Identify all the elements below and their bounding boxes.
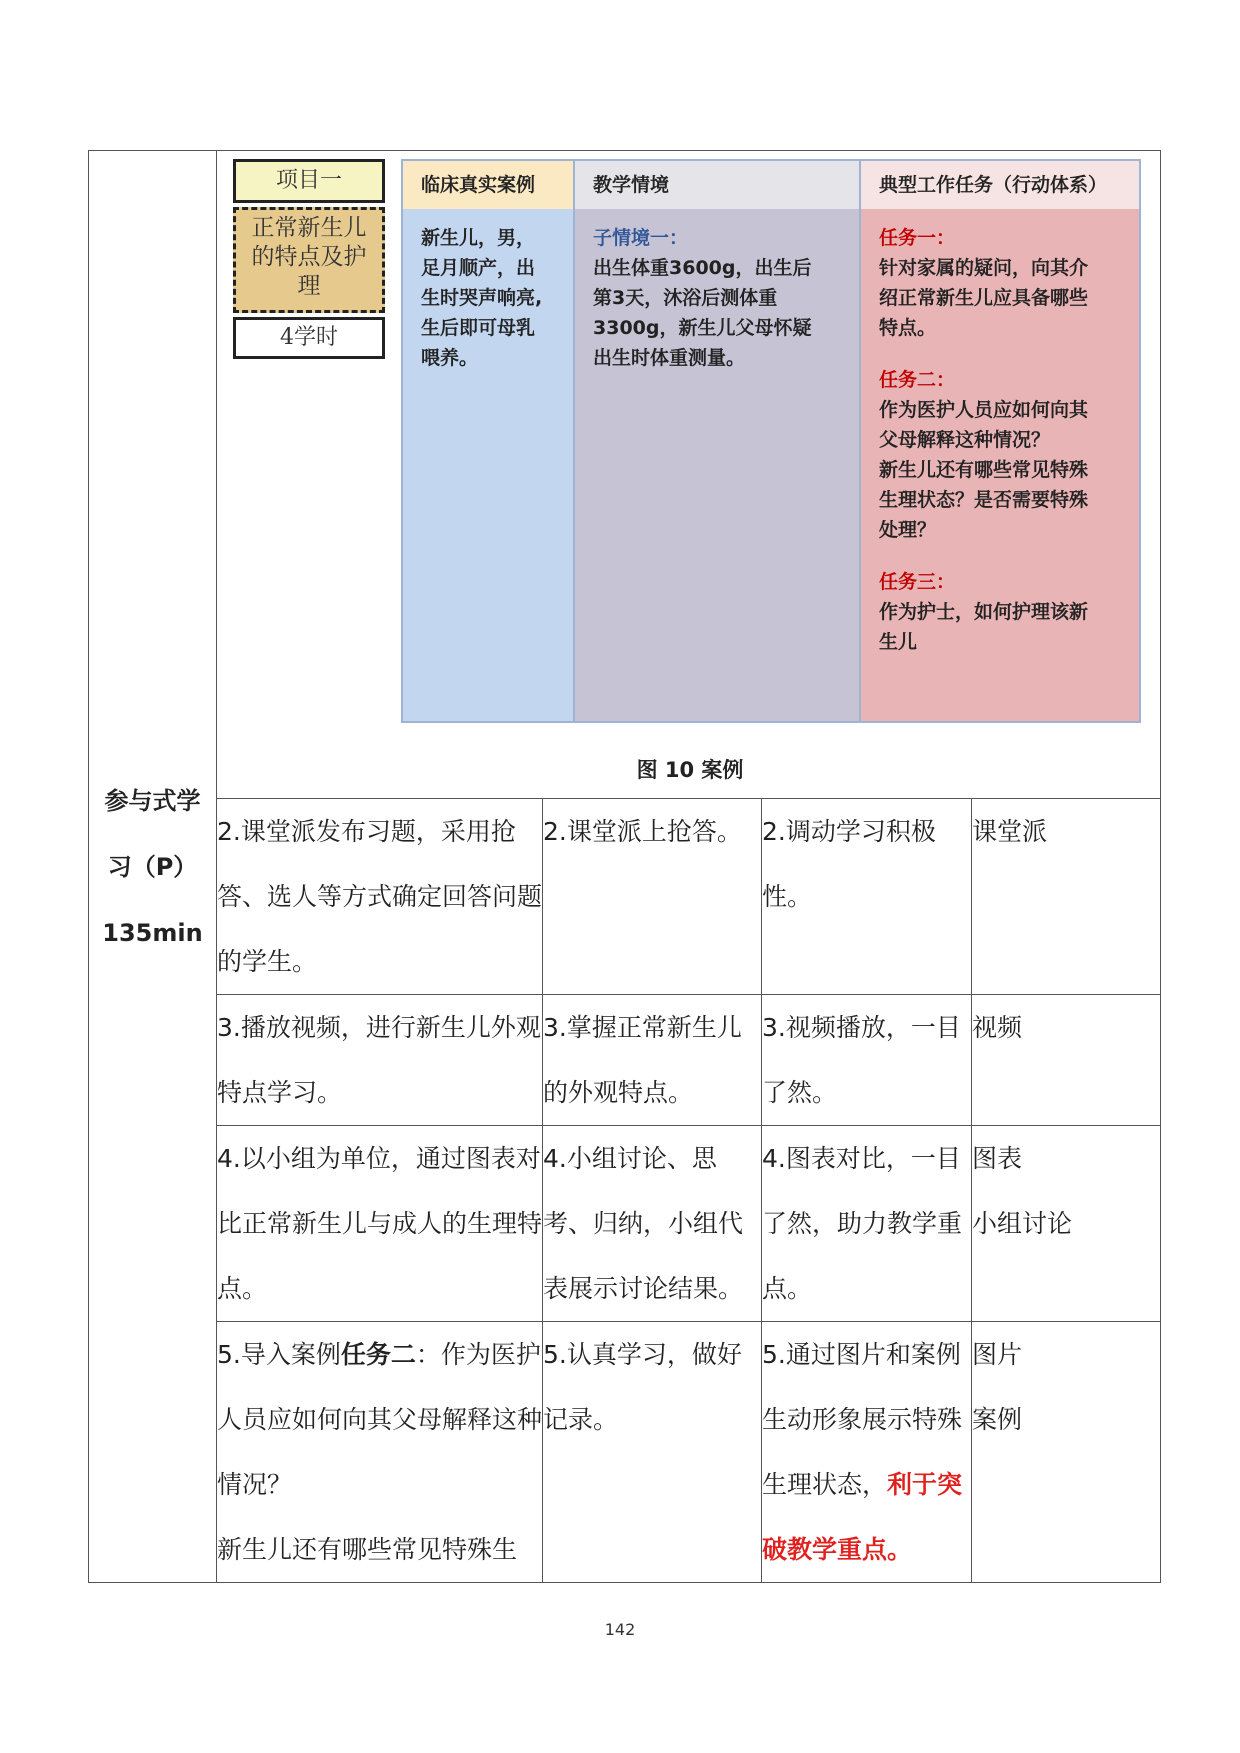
project-name bbox=[233, 207, 385, 313]
task-2 bbox=[879, 365, 1127, 545]
figure-cell bbox=[217, 151, 1161, 799]
scenario-line: 出生体重3600g，出生后 bbox=[593, 257, 812, 279]
task-line: 针对家属的疑问，向其介 bbox=[879, 257, 1089, 279]
teaching-resource bbox=[972, 1126, 1161, 1322]
project-name-line: 的特点及护 bbox=[251, 244, 367, 270]
work-tasks-text bbox=[861, 209, 1139, 657]
design-intent-text: 5.通过图片和案例生动形象展示特殊生理状态， bbox=[762, 1340, 963, 1499]
clinical-case-text bbox=[403, 209, 573, 373]
task-3 bbox=[879, 567, 1127, 657]
section-label bbox=[89, 151, 217, 1583]
teaching-resource: 课堂派 bbox=[972, 799, 1161, 995]
page-number: 142 bbox=[604, 1620, 636, 1639]
sub-scenario-label: 子情境一： bbox=[593, 227, 689, 249]
student-activity: 2.课堂派上抢答。 bbox=[543, 799, 762, 995]
student-activity: 3.掌握正常新生儿的外观特点。 bbox=[543, 995, 762, 1126]
design-intent: 4.图表对比，一目了然，助力教学重点。 bbox=[762, 1126, 972, 1322]
scenario-line: 第3天，沐浴后测体重 bbox=[593, 287, 778, 309]
student-activity: 4.小组讨论、思考、归纳，小组代表展示讨论结果。 bbox=[543, 1126, 762, 1322]
case-line: 喂养。 bbox=[421, 347, 479, 369]
design-intent: 3.视频播放，一目了然。 bbox=[762, 995, 972, 1126]
clinical-case-column bbox=[403, 161, 575, 721]
task-1 bbox=[879, 223, 1127, 343]
task-line: 绍正常新生儿应具备哪些 bbox=[879, 287, 1089, 309]
task-line: 作为护士，如何护理该新 bbox=[879, 601, 1089, 623]
project-hours: 4学时 bbox=[233, 317, 385, 359]
figure-caption: 图 10 案例 bbox=[636, 758, 744, 782]
task-label: 任务一： bbox=[879, 227, 956, 249]
task-line: 作为医护人员应如何向其 bbox=[879, 399, 1089, 421]
project-title: 项目一 bbox=[233, 159, 385, 203]
resource-line: 图片 bbox=[972, 1340, 1023, 1369]
case-line: 新生儿，男， bbox=[421, 227, 536, 249]
task-line: 新生儿还有哪些常见特殊 bbox=[879, 459, 1089, 481]
resource-line: 小组讨论 bbox=[972, 1209, 1073, 1238]
teaching-scenario-header: 教学情境 bbox=[575, 161, 859, 209]
student-activity: 5.认真学习，做好记录。 bbox=[543, 1322, 762, 1583]
design-intent: 2.调动学习积极性。 bbox=[762, 799, 972, 995]
work-tasks-header: 典型工作任务（行动体系） bbox=[861, 161, 1139, 209]
resource-line: 图表 bbox=[972, 1144, 1023, 1173]
task-line: 处理？ bbox=[879, 519, 937, 541]
teacher-activity: 2.课堂派发布习题，采用抢答、选人等方式确定回答问题的学生。 bbox=[217, 799, 543, 995]
task-line: 特点。 bbox=[879, 317, 937, 339]
section-label-line3: 135min bbox=[102, 918, 203, 947]
scenario-line: 3300g，新生儿父母怀疑 bbox=[593, 317, 812, 339]
project-box bbox=[233, 159, 385, 359]
task-two-emphasis: 任务二 bbox=[340, 1340, 416, 1369]
teaching-resource: 视频 bbox=[972, 995, 1161, 1126]
task-label: 任务三： bbox=[879, 571, 956, 593]
teacher-activity: 4.以小组为单位，通过图表对比正常新生儿与成人的生理特点。 bbox=[217, 1126, 543, 1322]
task-line: 生理状态？是否需要特殊 bbox=[879, 489, 1089, 511]
design-intent-highlight: 利于突破教学重点。 bbox=[762, 1470, 963, 1564]
resource-line: 案例 bbox=[972, 1405, 1023, 1434]
case-line: 足月顺产，出 bbox=[421, 257, 536, 279]
project-name-line: 理 bbox=[297, 273, 321, 299]
teaching-scenario-column bbox=[575, 161, 861, 721]
case-columns bbox=[401, 159, 1141, 723]
case-line: 生后即可母乳 bbox=[421, 317, 536, 339]
project-name-line: 正常新生儿 bbox=[251, 215, 367, 241]
teacher-activity-rest: ：作为医护人员应如何向其父母解释这种情况？ bbox=[217, 1340, 543, 1499]
lesson-plan-table bbox=[88, 150, 1161, 1583]
teaching-resource bbox=[972, 1322, 1161, 1583]
section-label-line2: 习（P） bbox=[107, 852, 198, 881]
section-label-line1: 参与式学 bbox=[104, 786, 201, 815]
task-line: 父母解释这种情况？ bbox=[879, 429, 1051, 451]
task-line: 生儿 bbox=[879, 631, 918, 653]
teacher-activity bbox=[217, 1322, 543, 1583]
scenario-line: 出生时体重测量。 bbox=[593, 347, 746, 369]
clinical-case-header: 临床真实案例 bbox=[403, 161, 573, 209]
teacher-activity-prefix: 5.导入案例 bbox=[217, 1340, 341, 1369]
work-tasks-column bbox=[861, 161, 1139, 721]
teacher-activity-tail: 新生儿还有哪些常见特殊生 bbox=[217, 1535, 518, 1564]
task-label: 任务二： bbox=[879, 369, 956, 391]
design-intent bbox=[762, 1322, 972, 1583]
case-line: 生时哭声响亮, bbox=[421, 287, 543, 309]
teaching-scenario-text bbox=[575, 209, 859, 373]
case-figure bbox=[217, 151, 1163, 791]
teacher-activity: 3.播放视频，进行新生儿外观特点学习。 bbox=[217, 995, 543, 1126]
